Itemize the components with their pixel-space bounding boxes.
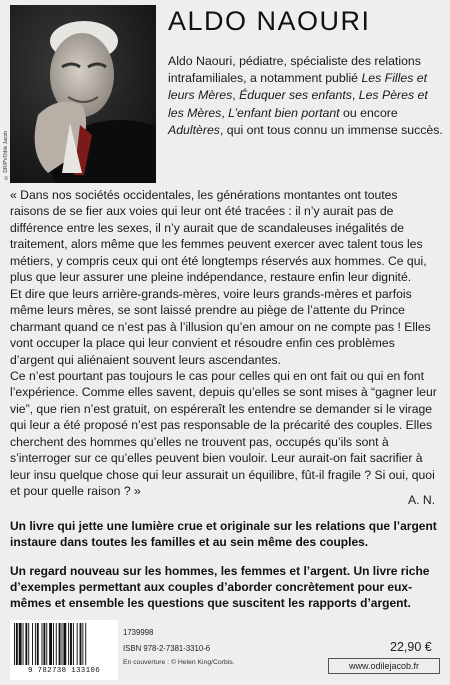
bio-book-2: Éduquer ses enfants — [239, 88, 352, 103]
quote-paragraph-1: « Dans nos sociétés occidentales, les générations montantes ont toutes raisons de se fier aux voies qui leur ont été tracées : il n’y aurait pas de différence entre les sexes, il n’y aurait que de scandaleuses inégalités de traitement, alors même que les femmes peuvent exercer avec talent tous les métiers, y compris ceux qui ont été longtemps réservés aux hommes. Ce qui, plus que leur assurer une pleine indépendance, restaure enfin leur dignité. — [10, 188, 427, 285]
barcode-bar — [37, 623, 39, 665]
photo-credit: © DR/PVOdile Jacob — [3, 130, 9, 180]
barcode-bar — [63, 623, 66, 665]
bio-intro: Aldo Naouri, pédiatre, spécialiste des relations intrafamiliales, a notamment publié — [168, 54, 421, 86]
barcode-bar — [85, 623, 86, 665]
publisher-url[interactable]: www.odilejacob.fr — [328, 658, 440, 674]
barcode-bar — [56, 623, 57, 665]
barcode-bar — [82, 623, 83, 665]
bio-book-3: Les Pères et les Mères — [168, 88, 428, 120]
bio-outro: , qui ont tous connu un immense succès. — [219, 122, 443, 137]
barcode-bar — [43, 623, 45, 665]
author-photo — [10, 5, 156, 183]
cover-credit: En couverture : © Helen King/Corbis. — [123, 659, 235, 666]
quote-block — [10, 187, 440, 500]
barcode-bar — [28, 623, 29, 665]
barcode-bar — [14, 623, 15, 665]
barcode-bar — [70, 623, 72, 665]
barcode-bar — [23, 623, 24, 665]
barcode-bar — [73, 623, 74, 665]
barcode-bar — [46, 623, 47, 665]
barcode-bar — [59, 623, 61, 665]
bio-book-5: Adultères — [168, 122, 220, 137]
barcode-bar — [77, 623, 78, 665]
quote-paragraph-2: Et dire que leurs arrière-grands-mères, voire leurs grands-mères et parfois même leurs mères, se sont laissé prendre au piège de l’attente du Prince charmant quand ce n’est pas à l’illusion qu’en amour on ne compte pas ! Elles vont occuper la place qui leur convient et résoudre enfin ces problèmes d’argent qui aliénaient souvent leurs ascendantes. — [10, 286, 431, 367]
barcode-bar — [35, 623, 36, 665]
barcode-bar — [68, 623, 69, 665]
quote-paragraph-3: Ce n’est pourtant pas toujours le cas pour celles qui en ont fait ou qui en font l’expérience. Comme elles savent, depuis qu’elles se sont mises à “gagner leur vie”, que rien n’est gratuit, on espéreraît les entendre se demander si le virage qui leur a été proposé n’est pas responsable de la précarité des couples. Elles cherchent des hommes qu’elles ne trouvent pas, occupés qu’ils sont à s’interroger sur ce qu’elles peuvent bien vouloir. Leur aurait-on fait sacrifier à leur insu quelque chose qui leur assurait un équilibre, fût-il fragile ? Si oui, quoi et pour quelle raison ? » — [10, 368, 437, 499]
reference-number: 1739998 — [123, 628, 154, 637]
barcode-bar — [32, 623, 33, 665]
barcode-digits: 9 782738 133106 — [10, 667, 118, 675]
barcode-bar — [49, 623, 52, 665]
barcode-bar — [80, 623, 82, 665]
quote-signature: A. N. — [408, 493, 436, 507]
bio-or: ou encore — [343, 105, 398, 120]
author-name: ALDO NAOURI — [168, 6, 371, 36]
barcode-bar — [53, 623, 54, 665]
author-bio: Aldo Naouri, pédiatre, spécialiste des relations intrafamiliales, a notamment publié Les Filles et leurs Mères, Éduquer ses enfants, Les Pères et les Mères, L’enfant bien portant ou encore Adultères, qui ont tous connu un immense succès. — [168, 54, 443, 137]
isbn: ISBN 978-2-7381-3310-6 — [123, 644, 211, 653]
barcode-bar — [25, 623, 27, 665]
barcode-bar — [19, 623, 22, 665]
barcode-bar — [62, 623, 63, 665]
pitch-paragraph-2: Un regard nouveau sur les hommes, les femmes et l’argent. Un livre riche d’exemples permettant aux couples d’aborder concrètement pour eux-mêmes et ensemble les questions que suscitent les rapports d’argent. — [10, 564, 430, 610]
barcode-bar — [16, 623, 18, 665]
bio-book-1: Les Filles et leurs Mères — [168, 71, 428, 103]
bio-book-4: L’enfant bien portant — [228, 105, 340, 120]
barcode-bar — [42, 623, 43, 665]
price: 22,90 € — [390, 640, 432, 654]
pitch-paragraph-1: Un livre qui jette une lumière crue et originale sur les relations que l’argent instaure dans toutes les familles et au sein même des couples. — [10, 519, 437, 549]
